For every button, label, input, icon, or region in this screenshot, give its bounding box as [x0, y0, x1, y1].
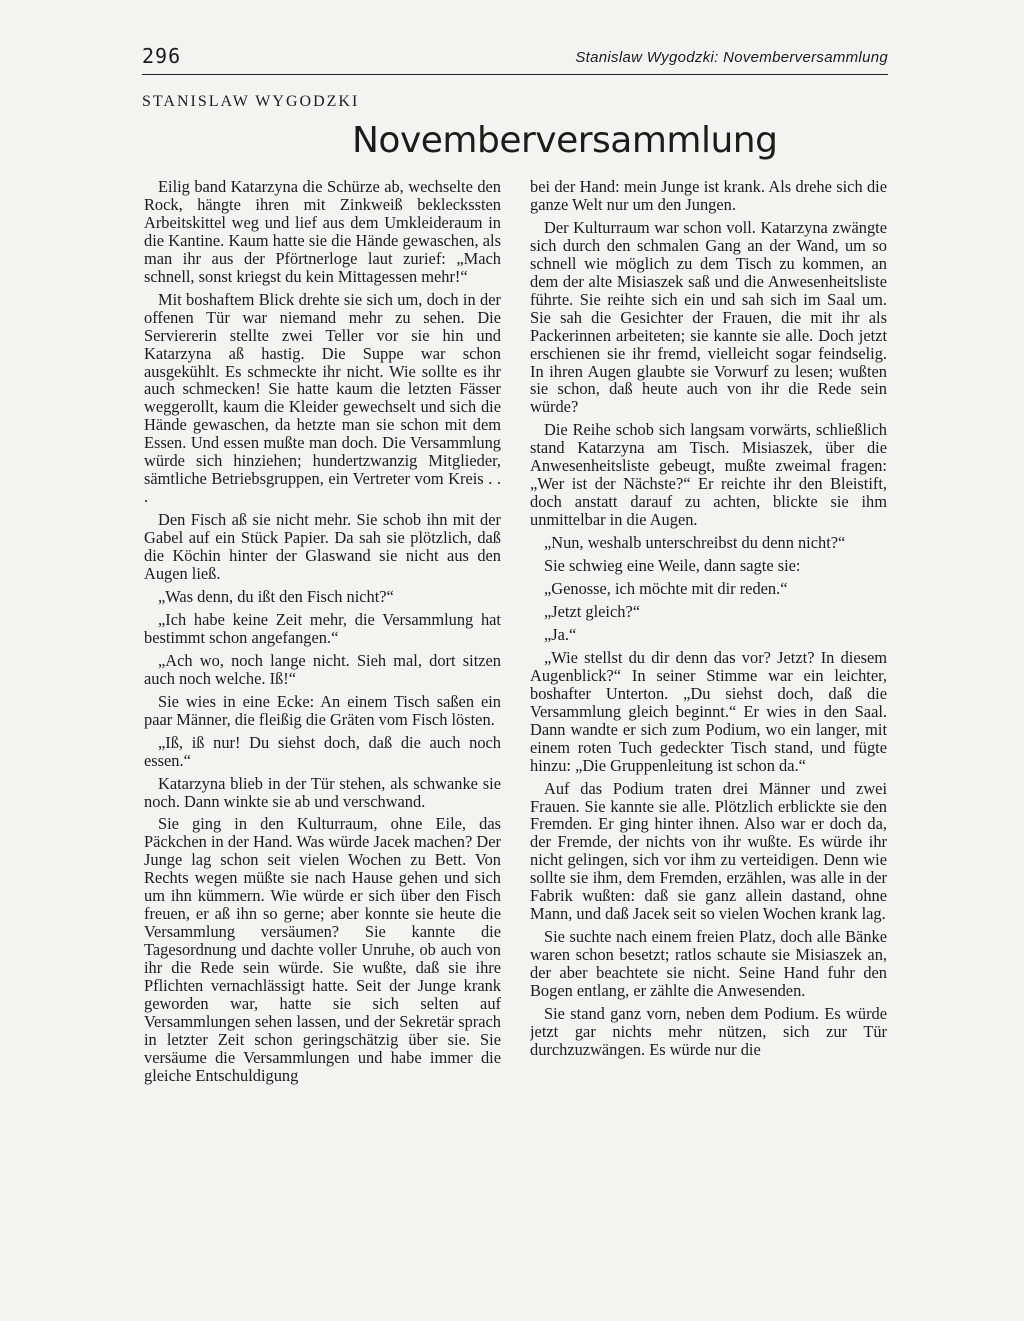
story-title: Novemberversammlung	[352, 120, 778, 161]
paragraph: „Iß, iß nur! Du siehst doch, daß die auch noch essen.“	[144, 732, 501, 770]
running-head	[142, 44, 888, 70]
paragraph: Der Kulturraum war schon voll. Katarzyna zwängte sich durch den schmalen Gang an der Wand, um so schnell wie möglich zu dem Tisch zu kommen, an dem der alte Misiaszek saß und die Anwesenheitsliste führte. Sie reihte sich ein und sah sich im Saal um. Sie sah die Gesichter der Frauen, die mit ihr als Packerinnen arbeiteten; sie kannte sie alle. Doch jetzt erschienen sie ihr fremd, vielleicht sogar feindselig. In ihren Augen glaubte sie Vorwurf zu lesen; wußten sie schon, daß heute auch von ihr die Rede sein würde?	[530, 217, 887, 417]
paragraph: „Ach wo, noch lange nicht. Sieh mal, dort sitzen auch noch welche. Iß!“	[144, 650, 501, 688]
paragraph: Sie ging in den Kulturraum, ohne Eile, das Päckchen in der Hand. Was würde Jacek machen? Der Junge lag schon seit vielen Wochen zu Bett. Von Rechts wegen müßte sie nach Hause gehen und sich um ihn kümmern. Wie würde er sich über den Fisch freuen, er aß ihn so gerne; aber konnte sie heute die Versammlung versäumen? Sie kannte die Tagesordnung und dachte voller Unruhe, ob auch von ihr die Rede sein würde. Sie wußte, daß sie ihre Pflichten vernachlässigt hatte. Seit der Junge krank geworden war, hatte sie sich selten auf Versammlungen sehen lassen, und der Sekretär sprach in letzter Zeit schon geringschätzig über sie. Sie versäume die Versammlungen und habe immer die gleiche Entschuldigung	[144, 814, 501, 1085]
paragraph: Sie stand ganz vorn, neben dem Podium. Es würde jetzt gar nichts mehr nützen, sich zur Tür durchzuzwängen. Es würde nur die	[530, 1003, 887, 1059]
text-column-left	[144, 178, 501, 1218]
paragraph: Die Reihe schob sich langsam vorwärts, schließlich stand Katarzyna am Tisch. Misiaszek, über die Anwesenheitsliste gebeugt, mußte zweimal fragen: „Wer ist der Nächste?“ Er reichte ihr den Bleistift, doch anstatt darauf zu achten, blickte sie ihm unmittelbar in die Augen.	[530, 420, 887, 530]
paragraph: „Nun, weshalb unterschreibst du denn nicht?“	[544, 533, 846, 553]
header-rule	[142, 74, 888, 75]
paragraph: Sie wies in eine Ecke: An einem Tisch saßen ein paar Männer, die fleißig die Gräten vom Fisch lösten.	[144, 691, 501, 729]
paragraph: Katarzyna blieb in der Tür stehen, als schwanke sie noch. Dann winkte sie ab und verschwand.	[144, 773, 501, 811]
text-column-right	[530, 178, 887, 1218]
paragraph: Sie schwieg eine Weile, dann sagte sie:	[544, 556, 801, 576]
paragraph: Eilig band Katarzyna die Schürze ab, wechselte den Rock, hängte ihren mit Zinkweiß bekleckssten Arbeitskittel weg und lief aus dem Umkleideraum in die Kantine. Kaum hatte sie die Hände gewaschen, als man ihr aus der Pförtnerloge laut zurief: „Mach schnell, sonst kriegst du kein Mittagessen mehr!“	[144, 178, 501, 286]
paragraph: „Ich habe keine Zeit mehr, die Versammlung hat bestimmt schon angefangen.“	[144, 609, 501, 647]
page-number: 296	[142, 44, 182, 68]
paragraph: „Was denn, du ißt den Fisch nicht?“	[158, 586, 394, 606]
author-name: STANISLAW WYGODZKI	[142, 93, 360, 110]
paragraph: „Wie stellst du dir denn das vor? Jetzt? In diesem Augenblick?“ In seiner Stimme war ein leichter, boshafter Unterton. „Du siehst doch, daß die Versammlung gleich beginnt.“ Er wies in den Saal. Dann wandte er sich zum Podium, wo ein langer, mit einem roten Tuch gedeckter Tisch stand, und fügte hinzu: „Die Gruppenleitung ist schon da.“	[530, 647, 887, 775]
paragraph: „Ja.“	[544, 624, 577, 644]
paragraph: Sie suchte nach einem freien Platz, doch alle Bänke waren schon besetzt; ratlos schaute sie Misiaszek an, der aber beachtete sie nicht. Seine Hand fuhr den Bogen entlang, er zählte die Anwesenden.	[530, 927, 887, 1001]
paragraph: „Jetzt gleich?“	[544, 601, 641, 621]
paragraph: Auf das Podium traten drei Männer und zwei Frauen. Sie kannte sie alle. Plötzlich erblickte sie den Fremden. Er ging hinter ihnen. Also war er doch da, der Fremde, der nichts von ihr wußte. Es würde ihr nicht gelingen, sich vor ihm zu verteidigen. Denn wie sollte sie ihm, dem Fremden, erzählen, was alle in der Fabrik wußten: daß sie ganz allein dastand, ohne Mann, und daß Jacek seit so vielen Wochen krank lag.	[530, 778, 887, 924]
paragraph: „Genosse, ich möchte mit dir reden.“	[544, 579, 788, 599]
paragraph: Den Fisch aß sie nicht mehr. Sie schob ihn mit der Gabel auf ein Stück Papier. Da sah sie plötzlich, daß die Köchin hinter der Glaswand sie nicht aus den Augen ließ.	[144, 510, 501, 584]
paragraph-continuation: bei der Hand: mein Junge ist krank. Als drehe sich die ganze Welt nur um den Jungen.	[530, 178, 887, 214]
paragraph: Mit boshaftem Blick drehte sie sich um, doch in der offenen Tür war niemand mehr zu sehen. Die Serviererin stellte zwei Teller vor sie hin und Katarzyna aß hastig. Die Suppe war schon ausgekühlt. Es schmeckte ihr nicht. Wie sollte es ihr auch schmecken! Sie hatte kaum die letzten Fässer weggerollt, kaum die Kleider gewechselt und sich die Hände gewaschen, da hetzte man sie schon mit dem Essen. Und essen mußte man doch. Die Versammlung würde sich hinziehen; hundertzwanzig Mitglieder, sämtliche Betriebsgruppen, ein Vertreter vom Kreis . . .	[144, 289, 501, 507]
running-title: Stanislaw Wygodzki: Novemberversammlung	[575, 49, 888, 66]
